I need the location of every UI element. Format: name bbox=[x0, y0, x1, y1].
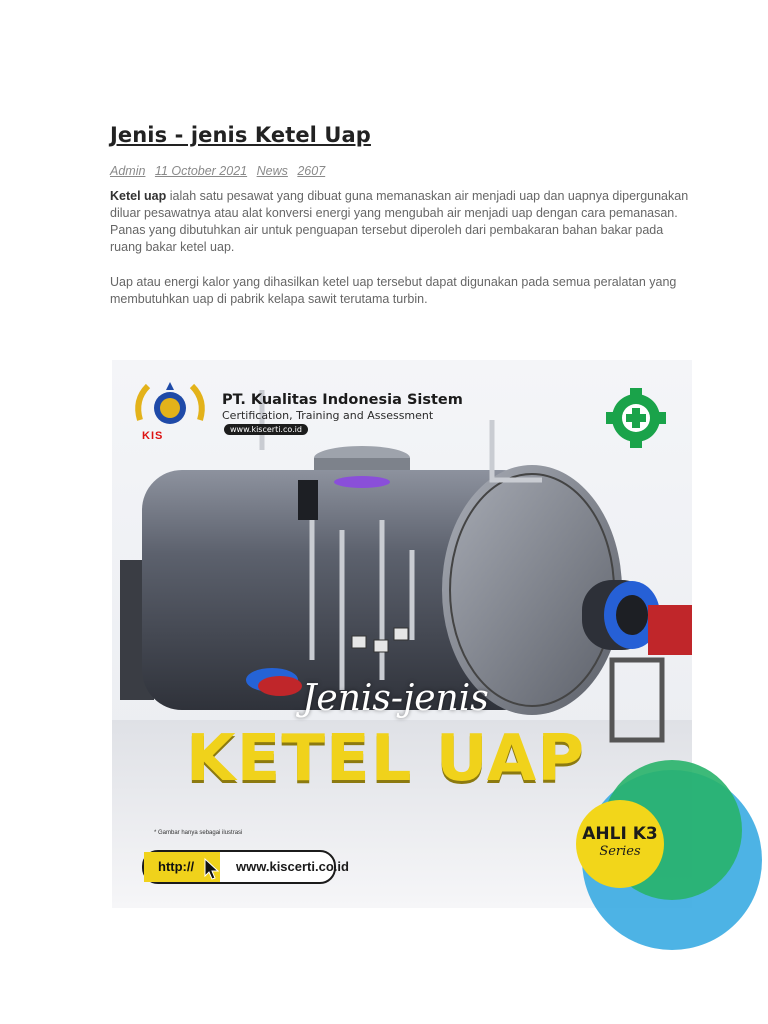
category-link[interactable]: News bbox=[256, 164, 288, 178]
k3-safety-gear-icon bbox=[606, 388, 666, 448]
badge-subtitle: Series bbox=[599, 844, 641, 859]
url-http: http:// bbox=[144, 852, 220, 882]
paragraph-intro-text: ialah satu pesawat yang dibuat guna memanaskan air menjadi uap dan uapnya dipergunakan diluar pesawatnya atau alat konversi energi yang mengubah air menjadi uap dengan cara pemanasan. Panas yang dibutuhkan air untuk penguapan tersebut diperoleh dari pembakaran bahan bakar pada ruang bakar ketel uap. bbox=[110, 189, 689, 254]
article bbox=[110, 118, 695, 308]
url-domain: www.kiscerti.co.id bbox=[236, 859, 349, 874]
post-meta bbox=[110, 164, 695, 178]
kis-logo-icon bbox=[138, 382, 202, 424]
company-name: PT. Kualitas Indonesia Sistem bbox=[222, 392, 463, 408]
cursor-icon bbox=[204, 858, 220, 880]
illustration-note: * Gambar hanya sebagai ilustrasi bbox=[154, 830, 243, 836]
views-count[interactable]: 2607 bbox=[297, 164, 326, 178]
ahli-k3-badge bbox=[576, 800, 664, 888]
badge-title: AHLI K3 bbox=[582, 824, 658, 844]
paragraph-intro-bold: Ketel uap bbox=[110, 189, 167, 203]
url-pill bbox=[142, 850, 349, 884]
company-url: www.kiscerti.co.id bbox=[224, 424, 308, 435]
banner-main-title: KETEL UAP bbox=[186, 722, 586, 796]
company-tagline: Certification, Training and Assessment bbox=[222, 409, 434, 422]
page-title[interactable]: Jenis - jenis Ketel Uap bbox=[110, 123, 371, 147]
paragraph-intro bbox=[110, 188, 695, 256]
banner-script-title: Jenis-jenis bbox=[302, 678, 489, 719]
author-link[interactable]: Admin bbox=[110, 164, 146, 178]
date-link[interactable]: 11 October 2021 bbox=[154, 164, 248, 178]
paragraph-usage: Uap atau energi kalor yang dihasilkan ketel uap tersebut dapat digunakan pada semua peralatan yang membutuhkan uap di pabrik kelapa sawit terutama turbin. bbox=[110, 275, 677, 306]
kis-logo-text: KIS bbox=[142, 430, 164, 442]
featured-image bbox=[112, 360, 692, 908]
